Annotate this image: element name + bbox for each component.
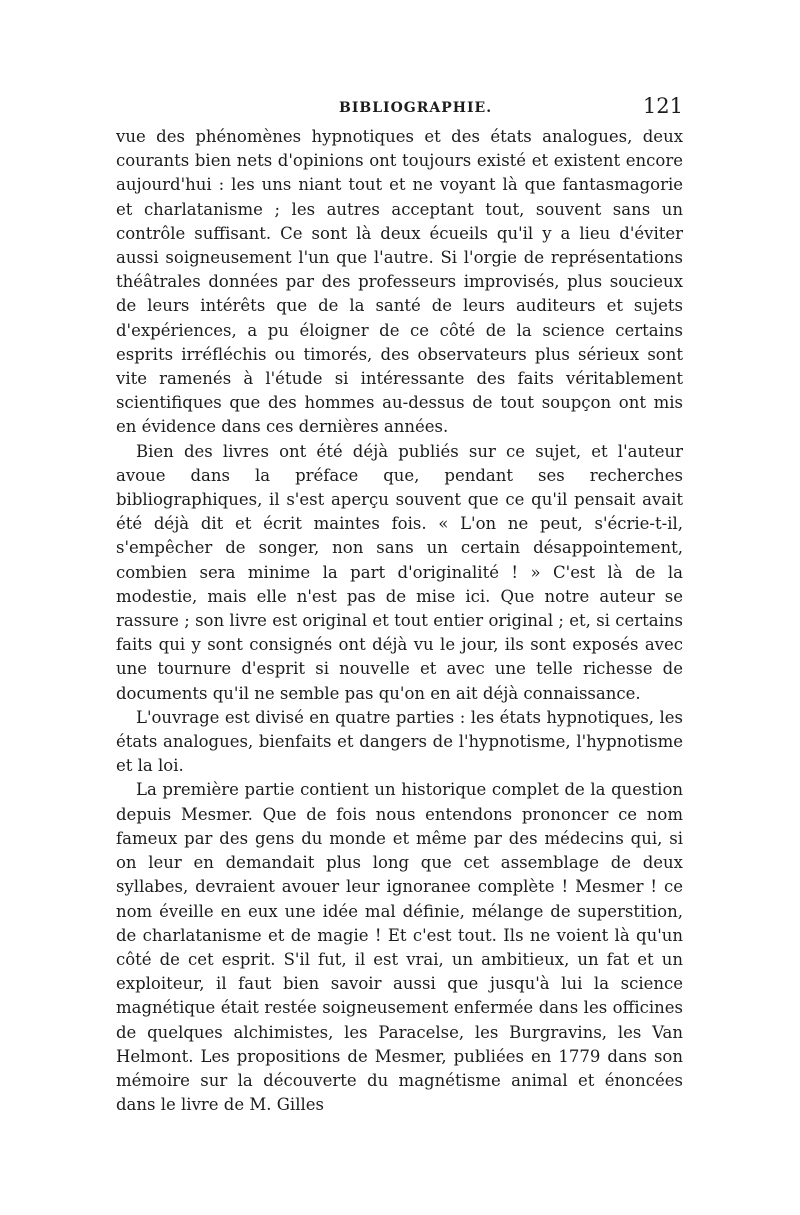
paragraph-structure: L'ouvrage est divisé en quatre parties : les états hypnotiques, les états analogues, bienfaits et dangers de l'hypnotisme, l'hypnotisme et la loi. <box>116 707 683 776</box>
page-number: 121 <box>642 94 683 118</box>
page-header <box>116 94 683 124</box>
running-title: BIBLIOGRAPHIE. <box>339 100 493 116</box>
paragraph-history: La première partie contient un historique complet de la question depuis Mesmer. Que de fois nous entendons prononcer ce nom fameux par des gens du monde et même par des médecins qui, si on leur en demandait plus long que cet assemblage de deux syllabes, devraient avouer leur ignoranee complète ! Mesmer ! ce nom éveille en eux une idée mal définie, mélange de superstition, de charlatanisme et de magie ! Et c'est tout. Ils ne voient là qu'un côté de cet esprit. S'il fut, il est vrai, un ambitieux, un fat et un exploiteur, il faut bien savoir aussi que jusqu'à lui la science magnétique était restée soigneusement enfermée dans les officines de quelques alchimistes, les Paracelse, les Burgravins, les Van Helmont. Les propositions de Mesmer, publiées en 1779 dans son mémoire sur la découverte du magnétisme animal et énoncées dans le livre de M. Gilles <box>116 780 683 1115</box>
body-text <box>116 125 683 1117</box>
paragraph-continuation: vue des phénomènes hypnotiques et des états analogues, deux courants bien nets d'opinions ont toujours existé et existent encore aujourd'hui : les uns niant tout et ne voyant là que fantasmagorie et charlatanisme ; les autres acceptant tout, souvent sans un contrôle suffisant. Ce sont là deux écueils qu'il y a lieu d'éviter aussi soigneusement l'un que l'autre. Si l'orgie de représentations théâtrales données par des professeurs improvisés, plus soucieux de leurs intérêts que de la santé de leurs auditeurs et sujets d'expériences, a pu éloigner de ce côté de la science certains esprits irréfléchis ou timorés, des observateurs plus sérieux sont vite ramenés à l'étude si intéressante des faits véritablement scientifiques que des hommes au-dessus de tout soupçon ont mis en évidence dans ces dernières années. <box>116 127 683 437</box>
paragraph-preface: Bien des livres ont été déjà publiés sur ce sujet, et l'auteur avoue dans la préface que, pendant ses recherches bibliographiques, il s'est aperçu souvent que ce qu'il pensait avait été déjà dit et écrit maintes fois. « L'on ne peut, s'écrie-t-il, s'empêcher de songer, non sans un certain désappointement, combien sera minime la part d'originalité ! » C'est là de la modestie, mais elle n'est pas de mise ici. Que notre auteur se rassure ; son livre est original et tout entier original ; et, si certains faits qui y sont consignés ont déjà vu le jour, ils sont exposés avec une tournure d'esprit si nouvelle et avec une telle richesse de documents qu'il ne semble pas qu'on en ait déjà connaissance. <box>116 441 683 703</box>
